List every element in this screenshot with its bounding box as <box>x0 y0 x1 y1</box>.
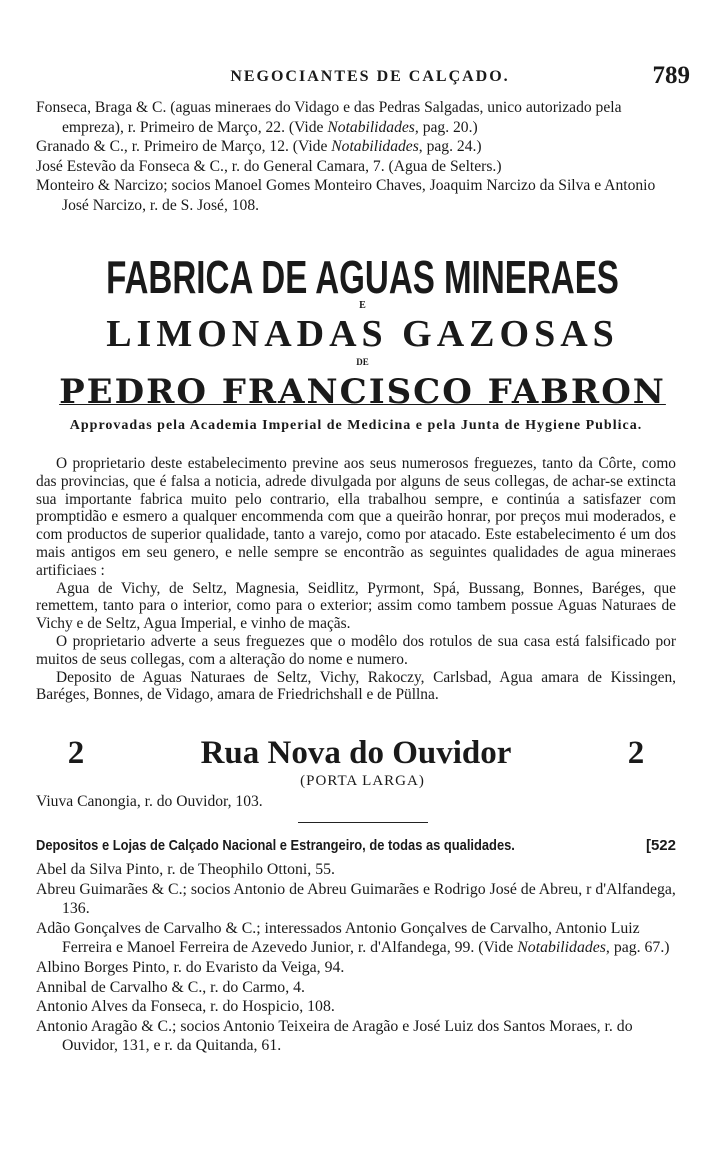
list-item <box>36 176 676 215</box>
entry-italic-ref: Notabilidades <box>331 138 419 155</box>
entry-italic-ref: Notabilidades <box>327 118 415 136</box>
section-heading-text: Depositos e Lojas de Calçado Nacional e Estrangeiro, de todas as qualidades. <box>36 837 515 854</box>
entry-text: Adão Gonçalves de Carvalho & C.; interessados Antonio Gonçalves de Carvalho, Antonio Luiz Ferreira e Manoel Ferreira de Azevedo Junior, r. d'Alfandega, 99. (Vide <box>36 919 640 957</box>
entry-text: Monteiro & Narcizo; socios Manoel Gomes Monteiro Chaves, Joaquim Narcizo da Silva e Antonio José Narcizo, r. de S. José, 108. <box>36 177 656 214</box>
list-item <box>36 997 676 1017</box>
advert-proprietor-name: PEDRO FRANCISCO FABRON <box>59 372 666 412</box>
entry-text: Granado & C., r. Primeiro de Março, 12. (Vide <box>36 138 332 155</box>
page-number: 789 <box>652 62 690 89</box>
section-heading <box>36 836 676 856</box>
address-number-right: 2 <box>627 735 645 771</box>
bottom-entry-list <box>36 860 676 1056</box>
advert-body <box>36 455 676 704</box>
address-street: Rua Nova do Ouvidor <box>200 735 512 771</box>
entry-text: Antonio Alves da Fonseca, r. do Hospicio, 108. <box>36 998 335 1016</box>
list-item <box>36 1017 676 1056</box>
top-entry-list <box>36 98 676 215</box>
entry-text: José Estevão da Fonseca & C., r. do General Camara, 7. (Agua de Selters.) <box>36 157 502 175</box>
list-item: Viuva Canongia, r. do Ouvidor, 103. <box>36 793 263 810</box>
entry-text: Abel da Silva Pinto, r. de Theophilo Ottoni, 55. <box>36 861 335 878</box>
advert-paragraph: Deposito de Aguas Naturaes de Seltz, Vichy, Rakoczy, Carlsbad, Agua amara de Kissingen, Baréges, Bonnes, de Vidago, amara de Friedrichshall e de Püllna. <box>36 668 676 704</box>
entry-tail: , pag. 20.) <box>414 118 478 136</box>
advert-title-fabrica: FABRICA DE AGUAS MINERAES <box>106 251 619 303</box>
section-heading-ref: [522 <box>645 837 676 854</box>
list-item <box>36 919 676 958</box>
list-item <box>36 978 676 998</box>
advert-paragraph: O proprietario deste estabelecimento previne aos seus numerosos freguezes, tanto da Côrte, como das provincias, que é falsa a noticia, adrede divulgada por alguns de seus collegas, de achar-se extincta sua importante fabrica muito pelo contrario, ella trabalhou sempre, e continúa a satisfazer com promptidão e esmero a qualquer encommenda com que a queirão honrar, por preços mui moderados, e com productos de superior qualidade, tanto a varejo, como por atacado. Este estabelecimento é um dos mais antigos em seu genero, e nelle sempre se encontrão as seguintes qualidades de agua mineraes artificiaes : <box>36 455 676 579</box>
entry-text: Fonseca, Braga & C. (aguas mineraes do Vidago e das Pedras Salgadas, unico autorizado pela empreza), r. Primeiro de Março, 22. (Vide <box>36 99 622 136</box>
list-item <box>36 157 676 177</box>
entry-tail: , pag. 67.) <box>605 939 670 957</box>
entry-text: Annibal de Carvalho & C., r. do Carmo, 4. <box>36 978 305 996</box>
list-item <box>36 860 676 880</box>
advert-address <box>36 733 676 773</box>
advert-paragraph: Agua de Vichy, de Seltz, Magnesia, Seidlitz, Pyrmont, Spá, Bussang, Bonnes, Baréges, que remettem, tanto para o interior, como para o exterior; assim como tambem possue Aguas Naturaes de Vichy e de Seltz, Agua Imperial, e vinho de maçãs. <box>36 579 676 633</box>
list-item <box>36 98 676 137</box>
entry-text: Albino Borges Pinto, r. do Evaristo da Veiga, 94. <box>36 958 345 976</box>
address-number-left: 2 <box>67 735 85 771</box>
entry-text: Antonio Aragão & C.; socios Antonio Teixeira de Aragão e José Luiz dos Santos Moraes, r. do Ouvidor, 131, e r. da Quitanda, 61. <box>36 1017 633 1055</box>
list-item <box>36 958 676 978</box>
entry-italic-ref: Notabilidades <box>517 939 606 957</box>
address-note: (PORTA LARGA) <box>300 773 425 789</box>
entry-tail: , pag. 24.) <box>418 138 482 155</box>
advert-title-limonadas: LIMONADAS GAZOSAS <box>106 313 619 355</box>
list-item <box>36 137 676 157</box>
advert-paragraph: O proprietario adverte a seus freguezes que o modêlo dos rotulos de sua casa está falsificado por muitos de seus collegas, com a alteração do nome e numero. <box>36 632 676 668</box>
entry-text: Abreu Guimarães & C.; socios Antonio de Abreu Guimarães e Rodrigo José de Abreu, r d'Alfandega, 136. <box>36 880 676 918</box>
running-title: NEGOCIANTES DE CALÇADO. <box>230 68 510 85</box>
section-divider <box>298 822 428 823</box>
advert-approval-line: Approvadas pela Academia Imperial de Medicina e pela Junta de Hygiene Publica. <box>69 418 643 433</box>
running-head <box>30 62 690 92</box>
advert-conjunction-e: E <box>359 300 366 311</box>
advert-conjunction-de: DE <box>356 357 369 367</box>
list-item <box>36 880 676 919</box>
